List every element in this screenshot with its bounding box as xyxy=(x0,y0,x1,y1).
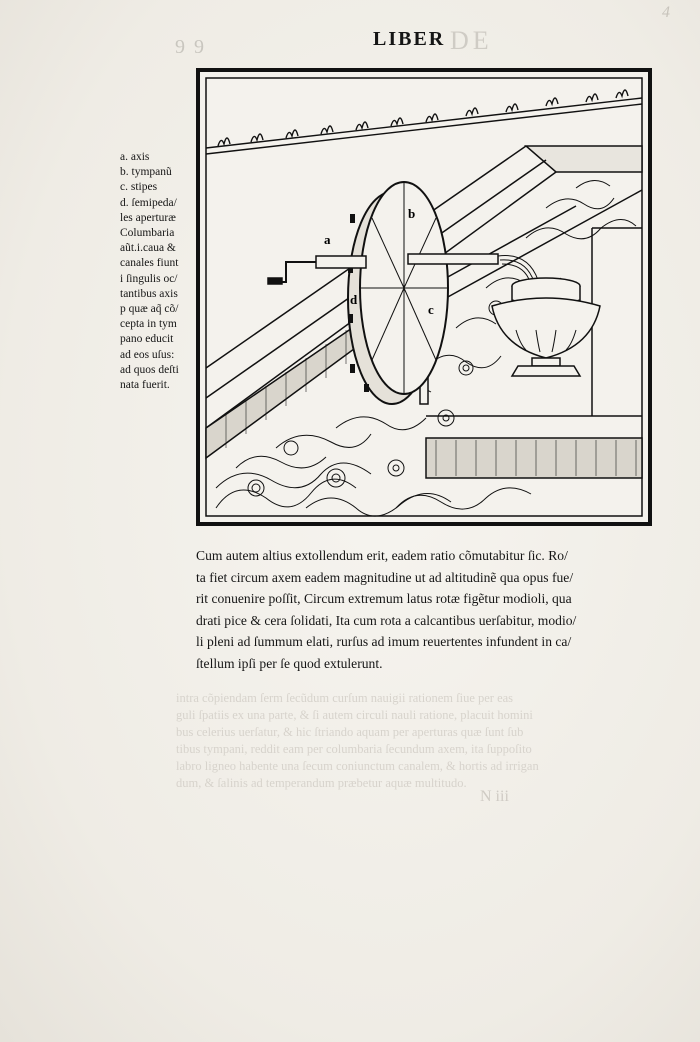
show-through-corner-mark: 4 xyxy=(662,4,670,21)
sidenote-line: canales fiunt xyxy=(120,257,179,270)
sidenote-line: cepta in tym xyxy=(120,318,177,331)
text-line: ta fiet circum axem eadem magnitudine ut ad altitudinẽ qua opus fue/ xyxy=(196,569,574,585)
sidenote-line: b. tympanũ xyxy=(120,166,172,179)
figure-label-c: c xyxy=(428,302,434,317)
show-through-line: guli ſpatiis ex una parte, & ſi autem circuli nauli ratione, placuit homini xyxy=(176,708,533,722)
sidenote-line: i ſingulis oc/ xyxy=(120,272,178,285)
show-through-line: bus celerius uerſatur, & hic ſtriando aquam per aperturas quæ ſunt ſub xyxy=(176,725,524,739)
show-through-header: DE xyxy=(450,26,493,55)
sidenote-line: c. stipes xyxy=(120,181,158,194)
show-through-line: labro ligneo habente una ſecum coniunctum canalem, & hortis ad irrigan xyxy=(176,759,539,773)
sidenote-line: nata fuerit. xyxy=(120,379,170,392)
running-head: LIBER xyxy=(373,28,446,50)
sidenote-line: p quæ aq̃ cõ/ xyxy=(120,303,179,316)
sidenote-line: a. axis xyxy=(120,151,150,163)
text-line: rit conuenire poſſit, Circum extremum latus rotæ figẽtur modioli, qua xyxy=(196,591,572,607)
sidenote-line: pano educit xyxy=(120,333,174,346)
show-through-text xyxy=(176,690,676,792)
text-line: li pleni ad ſummum elati, rurſus ad imum reuertentes infundent in ca/ xyxy=(196,634,572,650)
show-through-line: dum, & ſalinis ad temperandum præbetur aquæ multitudo. xyxy=(176,776,467,790)
show-through-folio: 9 9 xyxy=(175,36,206,58)
show-through-line: intra cõpiendam ſerm ſecũdum curſum nauigii rationem ſiue per eas xyxy=(176,691,514,705)
show-through-line: tibus tympani, reddit eam per columbaria ſecundum axem, ita ſuppoſito xyxy=(176,742,532,756)
sidenote-line: d. ſemipeda/ xyxy=(120,196,177,209)
sidenote-line: ad eos uſus: xyxy=(120,348,175,361)
text-line: drati pice & cera ſolidati, Ita cum rota a calcantibus uerſabitur, modio/ xyxy=(196,612,577,628)
figure-label-a: a xyxy=(324,232,331,247)
text-line: Cum autem altius extollendum erit, eadem ratio cõmutabitur ſic. Ro/ xyxy=(196,548,568,563)
sidenote-line: aũt.i.caua & xyxy=(120,242,176,255)
woodcut-illustration xyxy=(196,68,652,526)
sidenote-line: Columbaria xyxy=(120,227,175,240)
main-paragraph xyxy=(196,545,656,675)
sidenote-line: tantibus axis xyxy=(120,287,178,300)
figure-label-d: d xyxy=(350,292,358,307)
figure-label-b: b xyxy=(408,206,416,221)
text-line: ſtellum ipſi per ſe quod extulerunt. xyxy=(196,655,383,671)
sidenote-line: ad quos deſti xyxy=(120,363,179,376)
marginal-note xyxy=(120,150,200,393)
sidenote-line: les aperturæ xyxy=(120,211,176,224)
show-through-signature: N iii xyxy=(480,788,509,805)
